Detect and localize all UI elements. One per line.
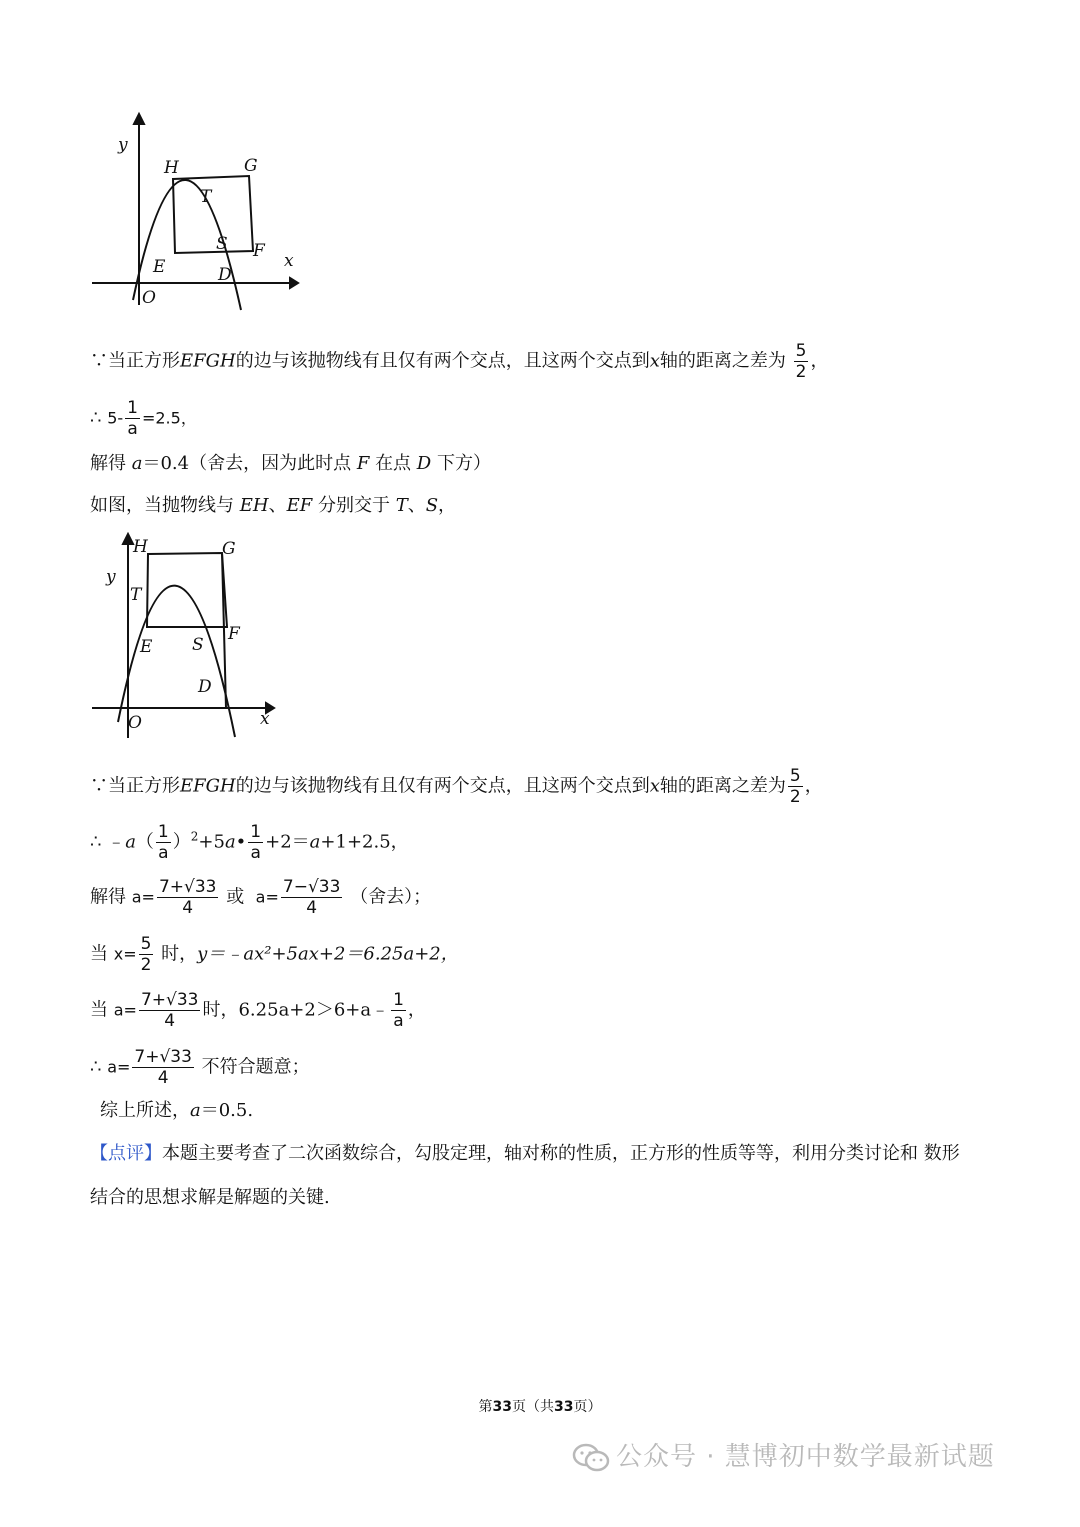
label-e: E (140, 637, 153, 657)
fraction: $\frac{7+√33}{4}$ (140, 990, 199, 1031)
label-g: G (244, 156, 258, 176)
line-7: 解得 a= $\frac{7+√33}{4}$ 或 a= $\frac{7-√33}{4}$ （舍去）； (90, 877, 432, 918)
comment-paragraph: 【点评】本题主要考查了二次函数综合，勾股定理，轴对称的性质，正方形的性质等等，利用分类讨论和 数形 (90, 1143, 960, 1164)
square-efgh (147, 553, 227, 627)
label-e: E (153, 257, 166, 277)
line-8: 当 x= $\frac{5}{2}$ 时，y＝﹣ax²+5ax+2＝6.25a+2， (90, 934, 459, 975)
label-d: D (198, 677, 212, 697)
line-5: ∵当正方形EFGH的边与该抛物线有且仅有两个交点，且这两个交点到x轴的距离之差为 $\frac{5}{2}$ ， (90, 766, 823, 807)
label-o: O (142, 288, 156, 308)
line-6: ∴ ﹣a（ $\frac{1}{a}$ ）$^2$+5a• $\frac{1}{a}$ +2＝a+1+2.5， (90, 822, 409, 863)
label-s: S (192, 635, 204, 655)
wechat-icon (572, 1443, 610, 1473)
label-x: x (284, 251, 294, 271)
fraction: $\frac{5}{2}$ (789, 766, 801, 807)
label-x: x (260, 709, 270, 729)
comment-tag: 【点评】 (90, 1143, 162, 1164)
line-3: 解得 a＝0.4（舍去，因为此时点 F 在点 D 下方） (90, 453, 491, 474)
fraction: $\frac{1}{a}$ (250, 822, 262, 863)
figure-2 (88, 532, 288, 742)
label-y: y (118, 135, 128, 155)
fraction: $\frac{1}{a}$ (157, 822, 169, 863)
line-10: ∴ a= $\frac{7+√33}{4}$ 不符合题意； (90, 1047, 310, 1088)
label-h: H (133, 537, 148, 557)
figure-1 (88, 110, 308, 315)
y-axis-arrow (134, 114, 144, 124)
page-footer: 第33页（共33页） (478, 1399, 602, 1415)
label-y: y (106, 567, 116, 587)
watermark: 公众号 · 慧博初中数学最新试题 (572, 1436, 995, 1473)
line-1: ∵当正方形EFGH的边与该抛物线有且仅有两个交点，且这两个交点到x轴的距离之差为 $\frac{5}{2}$ ， (90, 341, 829, 382)
line-9: 当 a= $\frac{7+√33}{4}$ 时，6.25a+2＞6+a﹣ $\frac{1}{a}$ ， (90, 990, 426, 1031)
label-s: S (216, 234, 228, 254)
line-4: 如图，当抛物线与 EH、EF 分别交于 T、S， (90, 495, 457, 516)
label-d: D (218, 265, 232, 285)
fraction: $\frac{7-√33}{4}$ (282, 877, 341, 918)
fraction: $\frac{7+√33}{4}$ (134, 1047, 192, 1088)
label-h: H (164, 158, 179, 178)
label-f: F (253, 241, 265, 261)
label-t: T (200, 187, 212, 207)
y-axis-arrow (123, 534, 133, 544)
label-o: O (128, 713, 142, 733)
line-11: 综上所述，a＝0.5. (100, 1100, 254, 1121)
line-2: ∴ 5- $\frac{1}{a}$ =2.5， (90, 398, 197, 439)
fraction: $\frac{7+√33}{4}$ (158, 877, 217, 918)
comment-paragraph-line-2: 结合的思想求解是解题的关键. (90, 1187, 330, 1208)
label-t: T (130, 585, 142, 605)
label-g: G (222, 539, 236, 559)
fraction: $\frac{1}{a}$ (393, 990, 404, 1031)
x-axis-arrow (290, 278, 298, 288)
label-f: F (228, 624, 240, 644)
fraction: $\frac{1}{a}$ (127, 398, 138, 439)
fraction: $\frac{5}{2}$ (795, 341, 807, 382)
fraction: $\frac{5}{2}$ (140, 934, 152, 975)
